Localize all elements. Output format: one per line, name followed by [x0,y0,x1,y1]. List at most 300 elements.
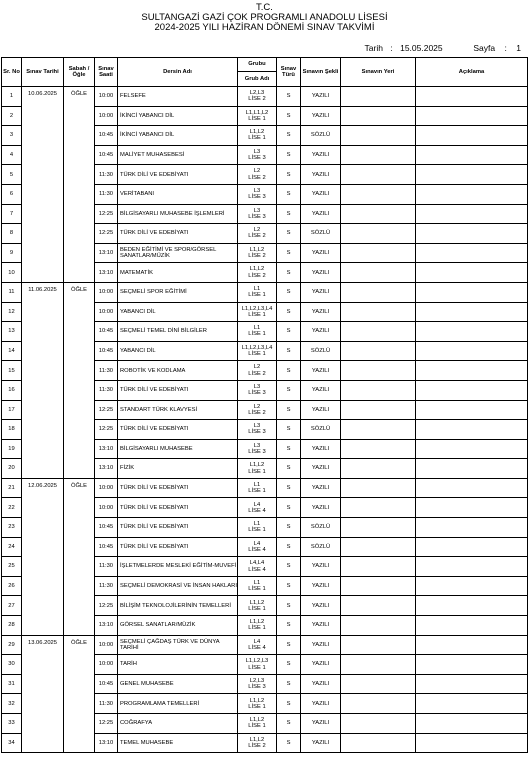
exam-type: S [277,87,301,107]
exam-time: 13:10 [95,263,118,283]
row-number: 11 [2,282,22,302]
group-cell [238,596,277,616]
exam-form: YAZILI [301,400,341,420]
exam-form: YAZILI [301,616,341,636]
exam-time: 10:45 [95,674,118,694]
exam-schedule-table [1,57,528,753]
exam-place [341,733,416,753]
exam-period: ÖĞLE [64,635,95,753]
row-number: 9 [2,243,22,263]
group-cell [238,655,277,675]
exam-date: 12.06.2025 [22,478,64,635]
exam-note [416,694,528,714]
exam-time: 12:25 [95,596,118,616]
exam-time: 12:25 [95,714,118,734]
group-codes: L3 [253,148,261,155]
group-codes: L1 [253,521,261,528]
exam-note [416,635,528,655]
course-name: MALİYET MUHASEBESİ [118,145,238,165]
exam-place [341,87,416,107]
group-cell [238,184,277,204]
exam-time: 12:25 [95,420,118,440]
group-cell [238,341,277,361]
course-name: SEÇMELİ SPOR EĞİTİMİ [118,282,238,302]
exam-place [341,518,416,538]
exam-time: 13:10 [95,616,118,636]
exam-note [416,459,528,479]
table-row [2,282,528,302]
row-number: 32 [2,694,22,714]
exam-place [341,165,416,185]
exam-time: 10:00 [95,635,118,655]
exam-place [341,576,416,596]
exam-time: 10:00 [95,87,118,107]
col-place: Sınavın Yeri [341,58,416,87]
date-label: Tarih [364,43,383,53]
group-codes: L4 [253,638,261,645]
exam-place [341,341,416,361]
exam-note [416,87,528,107]
exam-type: S [277,733,301,753]
group-name: LİSE 1 [248,292,266,299]
group-cell [238,243,277,263]
exam-type: S [277,243,301,263]
exam-place [341,322,416,342]
exam-place [341,204,416,224]
exam-time: 10:45 [95,126,118,146]
exam-type: S [277,557,301,577]
exam-form: YAZILI [301,145,341,165]
exam-type: S [277,204,301,224]
group-codes: L2 [253,168,261,175]
exam-note [416,184,528,204]
exam-form: YAZILI [301,322,341,342]
course-name: SEÇMELİ TEMEL DİNİ BİLGİLER [118,322,238,342]
col-period: Sabah / Öğle [64,58,95,87]
exam-note [416,380,528,400]
group-name: LİSE 1 [248,703,266,710]
exam-note [416,557,528,577]
exam-time: 11:30 [95,557,118,577]
exam-type: S [277,478,301,498]
group-codes: L4 [253,501,261,508]
exam-note [416,576,528,596]
exam-type: S [277,126,301,146]
group-codes: L1 [253,481,261,488]
exam-note [416,655,528,675]
course-name: PROGRAMLAMA TEMELLERİ [118,694,238,714]
group-codes: L1,L2 [249,462,265,469]
course-name: TÜRK DİLİ VE EDEBİYATI [118,224,238,244]
row-number: 33 [2,714,22,734]
group-name: LİSE 2 [248,96,266,103]
group-name: LİSE 1 [248,115,266,122]
group-name: LİSE 2 [248,174,266,181]
exam-time: 13:10 [95,459,118,479]
exam-type: S [277,518,301,538]
exam-time: 11:30 [95,184,118,204]
group-codes: L1,L2 [249,697,265,704]
table-row [2,87,528,107]
group-codes: L1,L2 [249,599,265,606]
group-cell [238,106,277,126]
exam-time: 10:00 [95,282,118,302]
row-number: 1 [2,87,22,107]
exam-note [416,224,528,244]
exam-type: S [277,400,301,420]
group-codes: L2 [253,364,261,371]
group-name: LİSE 1 [248,331,266,338]
exam-time: 13:10 [95,243,118,263]
row-number: 25 [2,557,22,577]
group-cell [238,126,277,146]
group-name: LİSE 2 [248,253,266,260]
course-name: TÜRK DİLİ VE EDEBİYATI [118,420,238,440]
exam-form: YAZILI [301,263,341,283]
exam-note [416,498,528,518]
group-cell [238,459,277,479]
exam-form: YAZILI [301,635,341,655]
row-number: 26 [2,576,22,596]
exam-note [416,400,528,420]
exam-note [416,361,528,381]
exam-place [341,635,416,655]
group-cell [238,714,277,734]
exam-form: YAZILI [301,733,341,753]
row-number: 31 [2,674,22,694]
table-row [2,478,528,498]
exam-place [341,420,416,440]
group-codes: L1,L2 [249,129,265,136]
group-codes: L3 [253,423,261,430]
group-codes: L4,L4 [249,560,265,567]
group-cell [238,282,277,302]
exam-period: ÖĞLE [64,87,95,283]
exam-note [416,263,528,283]
group-codes: L1,L2 [249,266,265,273]
group-codes: L1,L2,L3,L4 [241,344,273,351]
group-name: LİSE 1 [248,468,266,475]
course-name: TÜRK DİLİ VE EDEBİYATI [118,165,238,185]
exam-place [341,106,416,126]
exam-type: S [277,537,301,557]
row-number: 4 [2,145,22,165]
table-row [2,635,528,655]
group-codes: L3 [253,207,261,214]
row-number: 34 [2,733,22,753]
row-number: 16 [2,380,22,400]
exam-type: S [277,224,301,244]
exam-period: ÖĞLE [64,282,95,478]
exam-time: 10:00 [95,498,118,518]
exam-place [341,302,416,322]
group-name: LİSE 1 [248,723,266,730]
exam-note [416,616,528,636]
group-cell [238,400,277,420]
exam-note [416,106,528,126]
exam-time: 12:25 [95,204,118,224]
row-number: 17 [2,400,22,420]
row-number: 27 [2,596,22,616]
group-codes: L1,L2 [249,246,265,253]
course-name: SEÇMELİ ÇAĞDAŞ TÜRK VE DÜNYA TARİHİ [118,635,238,655]
page-colon: : [504,43,507,53]
exam-date: 13.06.2025 [22,635,64,753]
exam-type: S [277,616,301,636]
exam-form: SÖZLÜ [301,518,341,538]
exam-place [341,361,416,381]
exam-type: S [277,655,301,675]
course-name: FELSEFE [118,87,238,107]
group-name: LİSE 4 [248,566,266,573]
exam-place [341,616,416,636]
course-name: TÜRK DİLİ VE EDEBİYATI [118,478,238,498]
row-number: 13 [2,322,22,342]
exam-type: S [277,302,301,322]
row-number: 8 [2,224,22,244]
exam-note [416,478,528,498]
row-number: 18 [2,420,22,440]
row-number: 19 [2,439,22,459]
group-cell [238,674,277,694]
exam-type: S [277,694,301,714]
course-name: FİZİK [118,459,238,479]
group-cell [238,537,277,557]
exam-time: 10:45 [95,518,118,538]
exam-type: S [277,498,301,518]
exam-place [341,478,416,498]
exam-time: 10:00 [95,106,118,126]
group-cell [238,224,277,244]
exam-date: 10.06.2025 [22,87,64,283]
group-codes: L1,L2 [249,736,265,743]
course-name: TÜRK DİLİ VE EDEBİYATI [118,537,238,557]
exam-form: YAZILI [301,361,341,381]
col-type: Sınav Türü [277,58,301,87]
course-name: BEDEN EĞİTİMİ VE SPOR/GÖRSEL SANATLAR/MÜZİK [118,243,238,263]
exam-form: YAZILI [301,282,341,302]
date-colon: : [390,43,393,53]
group-codes: L1 [253,286,261,293]
exam-place [341,400,416,420]
group-name: LİSE 2 [248,409,266,416]
exam-type: S [277,380,301,400]
row-number: 14 [2,341,22,361]
exam-place [341,655,416,675]
group-codes: L1,L2 [249,717,265,724]
row-number: 22 [2,498,22,518]
exam-note [416,537,528,557]
row-number: 7 [2,204,22,224]
group-name: LİSE 1 [248,664,266,671]
exam-type: S [277,341,301,361]
group-codes: L2 [253,227,261,234]
exam-form: YAZILI [301,576,341,596]
exam-form: SÖZLÜ [301,126,341,146]
col-group-top: Grubu [238,58,277,72]
course-name: İKİNCİ YABANCI DİL [118,106,238,126]
group-codes: L2,L3 [249,90,265,97]
row-number: 24 [2,537,22,557]
group-name: LİSE 1 [248,605,266,612]
exam-place [341,126,416,146]
school-name: SULTANGAZİ GAZİ ÇOK PROGRAMLI ANADOLU LİSESİ [141,12,388,23]
exam-note [416,302,528,322]
exam-form: YAZILI [301,655,341,675]
exam-type: S [277,263,301,283]
row-number: 23 [2,518,22,538]
row-number: 6 [2,184,22,204]
course-name: GÖRSEL SANATLAR/MÜZİK [118,616,238,636]
course-name: VERİTABANI [118,184,238,204]
course-name: COĞRAFYA [118,714,238,734]
group-name: LİSE 3 [248,684,266,691]
course-name: TÜRK DİLİ VE EDEBİYATI [118,380,238,400]
exam-note [416,714,528,734]
group-cell [238,635,277,655]
exam-time: 11:30 [95,694,118,714]
group-cell [238,498,277,518]
course-name: SEÇMELİ DEMOKRASİ VE İNSAN HAKLARI [118,576,238,596]
group-name: LİSE 1 [248,488,266,495]
exam-form: SÖZLÜ [301,420,341,440]
exam-place [341,439,416,459]
page-value: 1 [516,43,521,53]
exam-note [416,674,528,694]
exam-note [416,596,528,616]
exam-type: S [277,596,301,616]
document-meta [365,43,521,53]
group-name: LİSE 1 [248,135,266,142]
exam-type: S [277,635,301,655]
exam-place [341,184,416,204]
exam-form: YAZILI [301,439,341,459]
exam-place [341,537,416,557]
course-name: BİLGİSAYARLI MUHASEBE [118,439,238,459]
group-name: LİSE 4 [248,644,266,651]
exam-form: YAZILI [301,106,341,126]
exam-note [416,518,528,538]
exam-form: YAZILI [301,694,341,714]
exam-form: YAZILI [301,184,341,204]
group-cell [238,616,277,636]
exam-form: SÖZLÜ [301,537,341,557]
group-cell [238,322,277,342]
exam-note [416,322,528,342]
group-name: LİSE 1 [248,351,266,358]
header-line-1: T.C. [256,2,273,13]
exam-type: S [277,674,301,694]
course-name: TÜRK DİLİ VE EDEBİYATI [118,498,238,518]
exam-place [341,694,416,714]
group-name: LİSE 2 [248,370,266,377]
date-value: 15.05.2025 [400,43,443,53]
group-codes: L3 [253,188,261,195]
row-number: 20 [2,459,22,479]
group-codes: L1 [253,325,261,332]
group-codes: L1,L1,L2 [245,109,269,116]
exam-form: YAZILI [301,557,341,577]
exam-place [341,498,416,518]
course-name: TEMEL MUHASEBE [118,733,238,753]
row-number: 30 [2,655,22,675]
exam-period: ÖĞLE [64,478,95,635]
exam-type: S [277,106,301,126]
exam-time: 13:10 [95,733,118,753]
group-cell [238,361,277,381]
group-codes: L1,L2,L3,L4 [241,305,273,312]
group-cell [238,557,277,577]
group-name: LİSE 1 [248,586,266,593]
exam-form: YAZILI [301,674,341,694]
exam-type: S [277,576,301,596]
group-cell [238,694,277,714]
group-codes: L3 [253,384,261,390]
exam-place [341,224,416,244]
group-name: LİSE 1 [248,527,266,534]
exam-time: 12:25 [95,400,118,420]
group-codes: L2,L3 [249,677,265,684]
exam-place [341,263,416,283]
exam-note [416,733,528,753]
exam-form: YAZILI [301,87,341,107]
row-number: 2 [2,106,22,126]
document-header [0,3,529,33]
exam-place [341,674,416,694]
group-cell [238,87,277,107]
exam-type: S [277,145,301,165]
group-cell [238,165,277,185]
exam-form: YAZILI [301,714,341,734]
exam-form: YAZILI [301,204,341,224]
exam-time: 10:45 [95,145,118,165]
group-name: LİSE 4 [248,507,266,514]
exam-time: 12:25 [95,224,118,244]
page-label: Sayfa [473,43,496,53]
course-name: İKİNCİ YABANCI DİL [118,126,238,146]
group-cell [238,478,277,498]
exam-place [341,459,416,479]
exam-form: YAZILI [301,302,341,322]
exam-form: YAZILI [301,478,341,498]
col-time: Sınav Saati [95,58,118,87]
exam-time: 10:00 [95,655,118,675]
exam-place [341,282,416,302]
exam-type: S [277,420,301,440]
exam-form: YAZILI [301,459,341,479]
exam-time: 11:30 [95,361,118,381]
exam-time: 10:00 [95,302,118,322]
exam-type: S [277,165,301,185]
group-cell [238,145,277,165]
group-name: LİSE 3 [248,213,266,220]
exam-place [341,243,416,263]
col-form: Sınavın Şekli [301,58,341,87]
exam-time: 11:30 [95,576,118,596]
row-number: 3 [2,126,22,146]
group-name: LİSE 2 [248,272,266,279]
exam-type: S [277,459,301,479]
group-name: LİSE 1 [248,311,266,318]
exam-place [341,714,416,734]
schedule-title: 2024-2025 YILI HAZİRAN DÖNEMİ SINAV TAKVİMİ [154,22,375,33]
exam-date: 11.06.2025 [22,282,64,478]
exam-type: S [277,361,301,381]
exam-note [416,126,528,146]
exam-place [341,596,416,616]
exam-note [416,439,528,459]
row-number: 10 [2,263,22,283]
